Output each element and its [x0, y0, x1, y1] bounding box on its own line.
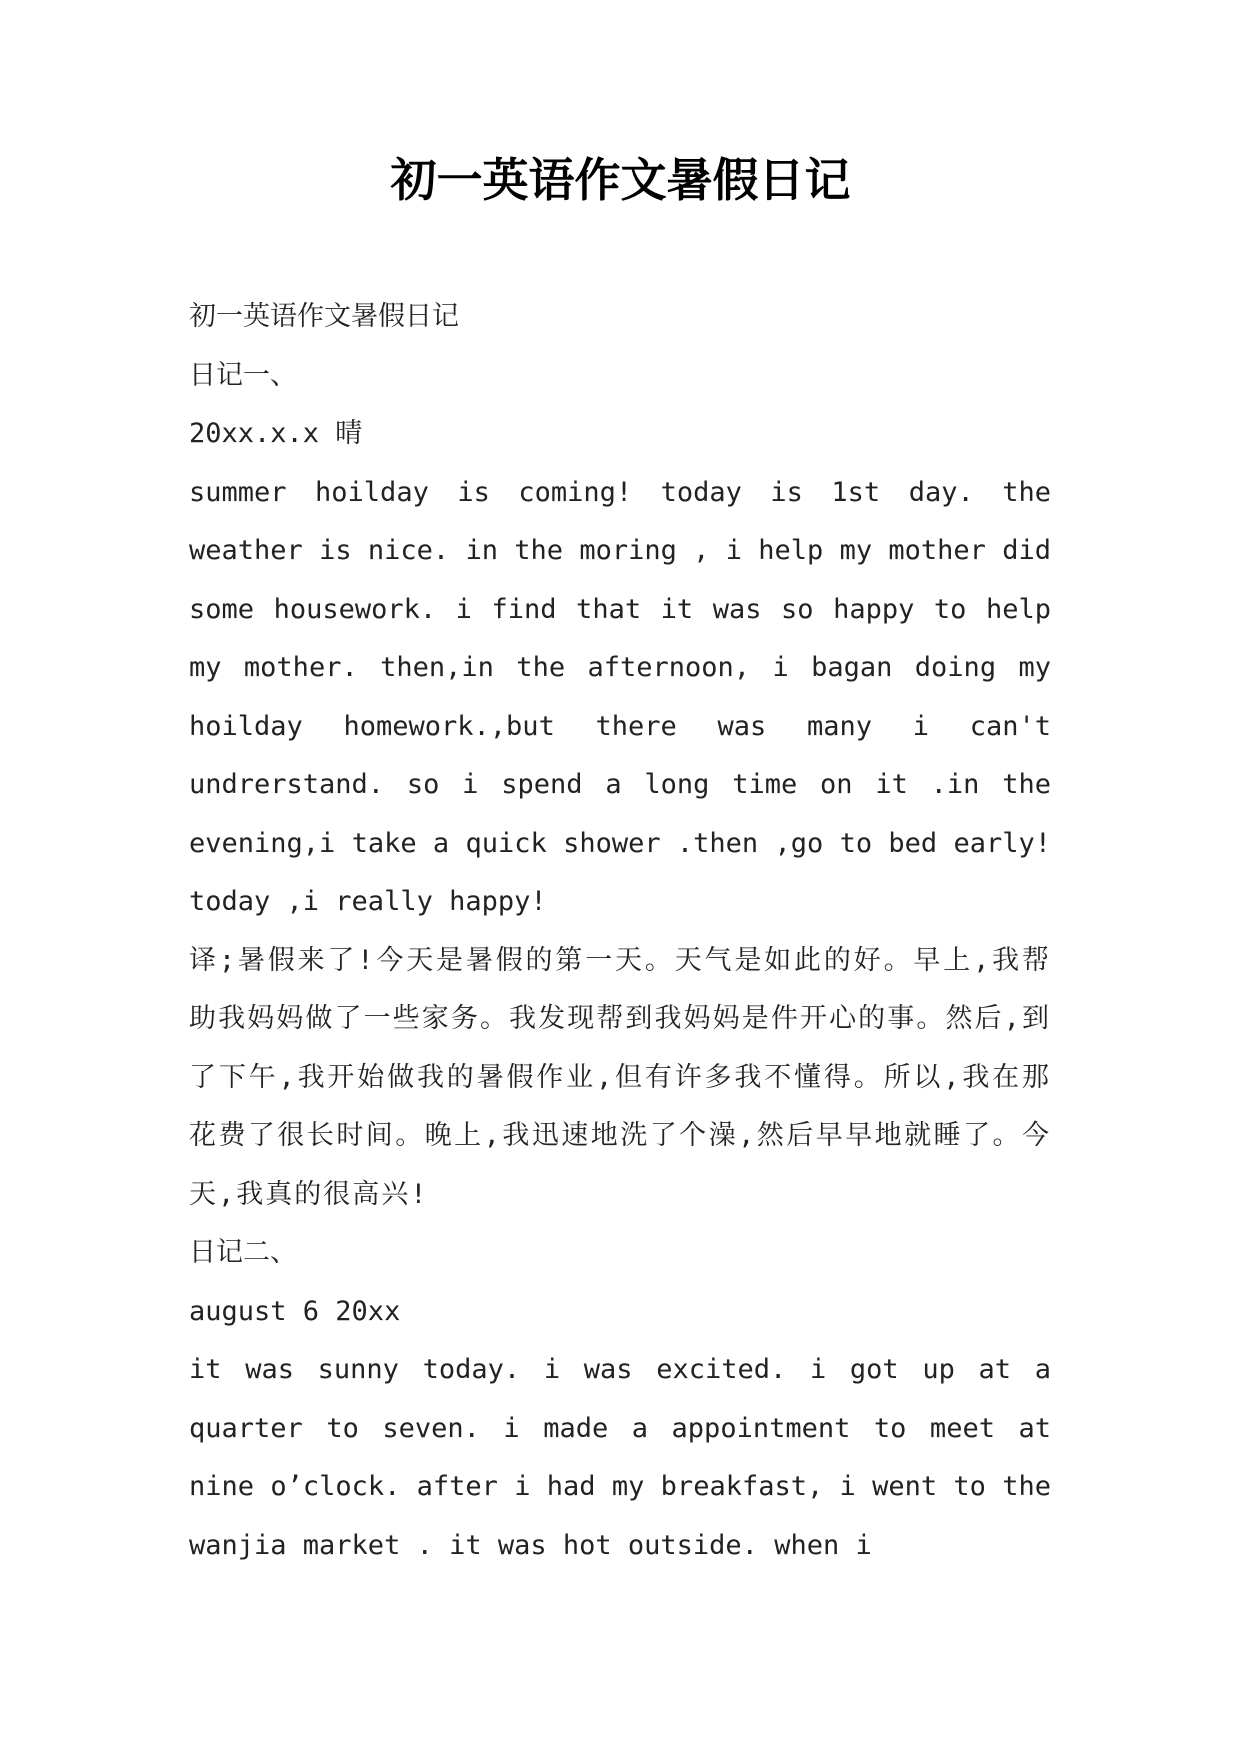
diary1-date: 20xx.x.x 晴 [189, 418, 363, 449]
diary1-heading: 日记一、 [189, 359, 297, 391]
document-body [189, 288, 1051, 1575]
diary2-heading: 日记二、 [189, 1237, 297, 1268]
diary2-english-paragraph: it was sunny today. i was excited. i got up at a quarter to seven. i made a appointment to meet at nine o’clock. after i had my breakfast, i went to the wanjia market . it was hot outside. when i [189, 1354, 1051, 1561]
document-title: 初一英语作文暑假日记 [390, 153, 851, 207]
diary1-english-paragraph: summer hoilday is coming! today is 1st day. the weather is nice. in the moring , i help my mother did some housework. i find that it was so happy to help my mother. then,in the afternoon, i bagan doing my hoilday homework.,but there was many i can't undrerstand. so i spend a long time on it .in the evening,i take a quick shower .then ,go to bed early! today ,i really happy! [189, 476, 1051, 917]
document-subtitle: 初一英语作文暑假日记 [189, 301, 459, 332]
diary1-translation-paragraph: 译;暑假来了!今天是暑假的第一天。天气是如此的好。早上,我帮助我妈妈做了一些家务。我发现帮到我妈妈是件开心的事。然后,到了下午,我开始做我的暑假作业,但有许多我不懂得。所以,我在那花费了很长时间。晚上,我迅速地洗了个澡,然后早早地就睡了。今天,我真的很高兴! [189, 944, 1051, 1210]
diary2-date: august 6 20xx [189, 1295, 401, 1327]
